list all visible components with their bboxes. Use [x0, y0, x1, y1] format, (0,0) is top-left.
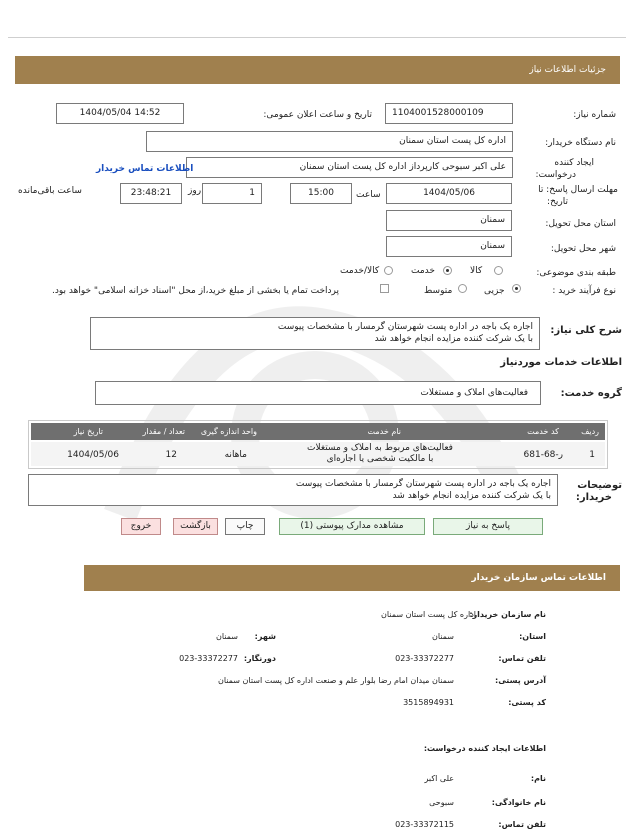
cell-row: 1 — [589, 450, 595, 460]
col-header-unit: واحد اندازه گیری — [200, 427, 257, 436]
contact-province-value: سمنان — [431, 632, 454, 641]
radio-icon — [494, 266, 503, 275]
remaining-label: ساعت باقی‌مانده — [18, 186, 82, 196]
exit-button[interactable]: خروج — [121, 518, 161, 535]
radio-selected-icon — [512, 284, 521, 293]
radio-icon — [458, 284, 467, 293]
category-label: طبقه بندی موضوعی: — [536, 268, 616, 278]
category-option-goods[interactable] — [494, 266, 503, 276]
need-number-label: شماره نیاز: — [573, 110, 616, 120]
page-title: جزئیات اطلاعات نیاز — [529, 65, 606, 75]
creator-field[interactable]: علی اکبر سبوحی کارپرداز اداره کل پست استان سمنان — [186, 157, 513, 178]
page-header — [15, 56, 620, 84]
summary-field[interactable] — [90, 317, 540, 350]
city-field[interactable]: سمنان — [386, 236, 512, 257]
radio-icon — [384, 266, 393, 275]
category-goods-label: کالا — [470, 266, 483, 276]
summary-line-2: با یک شرکت کننده مزایده انجام خواهد شد — [374, 334, 533, 344]
payment-note: پرداخت تمام یا بخشی از مبلغ خرید،از محل "اسناد خزانه اسلامی" خواهد بود. — [52, 286, 340, 296]
last-name-value: سبوحی — [429, 798, 454, 807]
checkbox-icon — [380, 284, 389, 293]
contact-city-label: شهر: — [254, 632, 276, 641]
remaining-field[interactable]: 23:48:21 — [120, 183, 182, 204]
creator-label-2: درخواست: — [535, 170, 576, 180]
watermark-logo — [80, 265, 550, 555]
contact-phone-value: 023-33372277 — [395, 654, 454, 663]
creator-info-title: اطلاعات ایجاد کننده درخواست: — [423, 744, 546, 753]
buyer-notes-line-2: با یک شرکت کننده مزایده انجام خواهد شد — [392, 491, 551, 501]
contact-header — [84, 565, 620, 591]
cell-date: 1404/05/06 — [67, 450, 119, 460]
summary-label: شرح کلی نیاز: — [550, 325, 622, 336]
address-label: آدرس پستی: — [495, 676, 546, 685]
buyer-notes-field[interactable] — [28, 474, 558, 506]
need-number-field[interactable]: 1104001528000109 — [385, 103, 513, 124]
contact-fax-label: دورنگار: — [243, 654, 276, 663]
table-header-row — [31, 423, 605, 440]
deadline-date-field[interactable]: 1404/05/06 — [386, 183, 512, 204]
buyer-contact-link[interactable]: اطلاعات تماس خریدار — [96, 164, 194, 174]
contact-phone-label: تلفن تماس: — [498, 654, 546, 663]
process-label: نوع فرآیند خرید : — [552, 286, 616, 296]
postal-label: کد پستی: — [508, 698, 546, 707]
first-name-value: علی اکبر — [424, 774, 454, 783]
contact-title: اطلاعات تماس سازمان خریدار — [471, 573, 606, 583]
attachments-button[interactable]: مشاهده مدارک پیوستی (1) — [279, 518, 425, 535]
buyer-org-field[interactable]: اداره کل پست استان سمنان — [146, 131, 513, 152]
buyer-notes-label-1: توضیحات — [577, 480, 622, 491]
col-header-row: ردیف — [581, 427, 599, 436]
col-header-name: نام خدمت — [367, 427, 401, 436]
org-name-value: اداره کل پست استان سمنان — [380, 610, 476, 619]
first-name-label: نام: — [530, 774, 546, 783]
province-field[interactable]: سمنان — [386, 210, 512, 231]
creator-phone-value: 023-33372115 — [395, 820, 454, 829]
contact-city-value: سمنان — [215, 632, 238, 641]
creator-phone-label: تلفن تماس: — [498, 820, 546, 829]
col-header-qty: تعداد / مقدار — [142, 427, 185, 436]
postal-value: 3515894931 — [403, 698, 454, 707]
process-option-minor[interactable] — [512, 284, 521, 294]
cell-qty: 12 — [165, 450, 177, 460]
top-divider — [8, 37, 626, 38]
services-section-title: اطلاعات خدمات موردنیاز — [500, 357, 622, 368]
buyer-org-label: نام دستگاه خریدار: — [545, 138, 616, 148]
buyer-notes-label-2: خریدار: — [575, 492, 612, 503]
city-label: شهر محل تحویل: — [550, 244, 616, 254]
days-field[interactable]: 1 — [202, 183, 262, 204]
col-header-code: کد خدمت — [527, 427, 559, 436]
process-minor-label: جزیی — [484, 286, 505, 296]
print-button[interactable]: چاپ — [225, 518, 265, 535]
announce-field[interactable]: 1404/05/04 14:52 — [56, 103, 184, 124]
days-label: روز — [188, 186, 202, 196]
deadline-time-label: ساعت — [356, 190, 381, 200]
category-option-service[interactable] — [443, 266, 452, 276]
cell-name — [295, 443, 465, 465]
creator-label-1: ایجاد کننده — [554, 158, 594, 168]
category-service-label: خدمت — [411, 266, 435, 276]
category-both-label: کالا/خدمت — [340, 266, 380, 276]
process-medium-label: متوسط — [424, 286, 453, 296]
deadline-time-field[interactable]: 15:00 — [290, 183, 352, 204]
process-option-medium[interactable] — [458, 284, 467, 294]
buyer-notes-line-1: اجاره یک باجه در اداره پست شهرستان گرمسار با مشخصات پیوست — [295, 479, 551, 489]
org-name-label: نام سازمان خریدار: — [469, 610, 546, 619]
service-group-field[interactable]: فعالیت‌های املاک و مستغلات — [95, 381, 541, 405]
category-option-both[interactable] — [384, 266, 393, 276]
respond-button[interactable]: پاسخ به نیاز — [433, 518, 543, 535]
back-button[interactable]: بازگشت — [173, 518, 218, 535]
address-value: سمنان میدان امام رضا بلوار علم و صنعت اداره کل پست استان سمنان — [217, 676, 454, 685]
service-group-label: گروه خدمت: — [560, 388, 622, 399]
deadline-label-1: مهلت ارسال پاسخ: تا — [538, 185, 618, 195]
announce-label: تاریخ و ساعت اعلان عمومی: — [263, 110, 372, 120]
services-table — [28, 420, 608, 469]
radio-selected-icon — [443, 266, 452, 275]
province-label: استان محل تحویل: — [545, 219, 616, 229]
cell-code: ر-68-681 — [523, 450, 563, 460]
cell-unit: ماهانه — [224, 450, 247, 460]
cell-name-line-1: فعالیت‌های مربوط به املاک و مستغلات — [307, 443, 453, 453]
summary-line-1: اجاره یک باجه در اداره پست شهرستان گرمسار با مشخصات پیوست — [277, 322, 533, 332]
table-row[interactable] — [31, 442, 605, 466]
deadline-label-2: تاریخ: — [547, 197, 568, 207]
contact-province-label: استان: — [519, 632, 546, 641]
payment-checkbox[interactable] — [380, 284, 389, 294]
contact-fax-value: 023-33372277 — [179, 654, 238, 663]
col-header-date: تاریخ نیاز — [73, 427, 103, 436]
last-name-label: نام خانوادگی: — [491, 798, 546, 807]
cell-name-line-2: با مالکیت شخصی یا اجاره‌ای — [326, 454, 434, 464]
